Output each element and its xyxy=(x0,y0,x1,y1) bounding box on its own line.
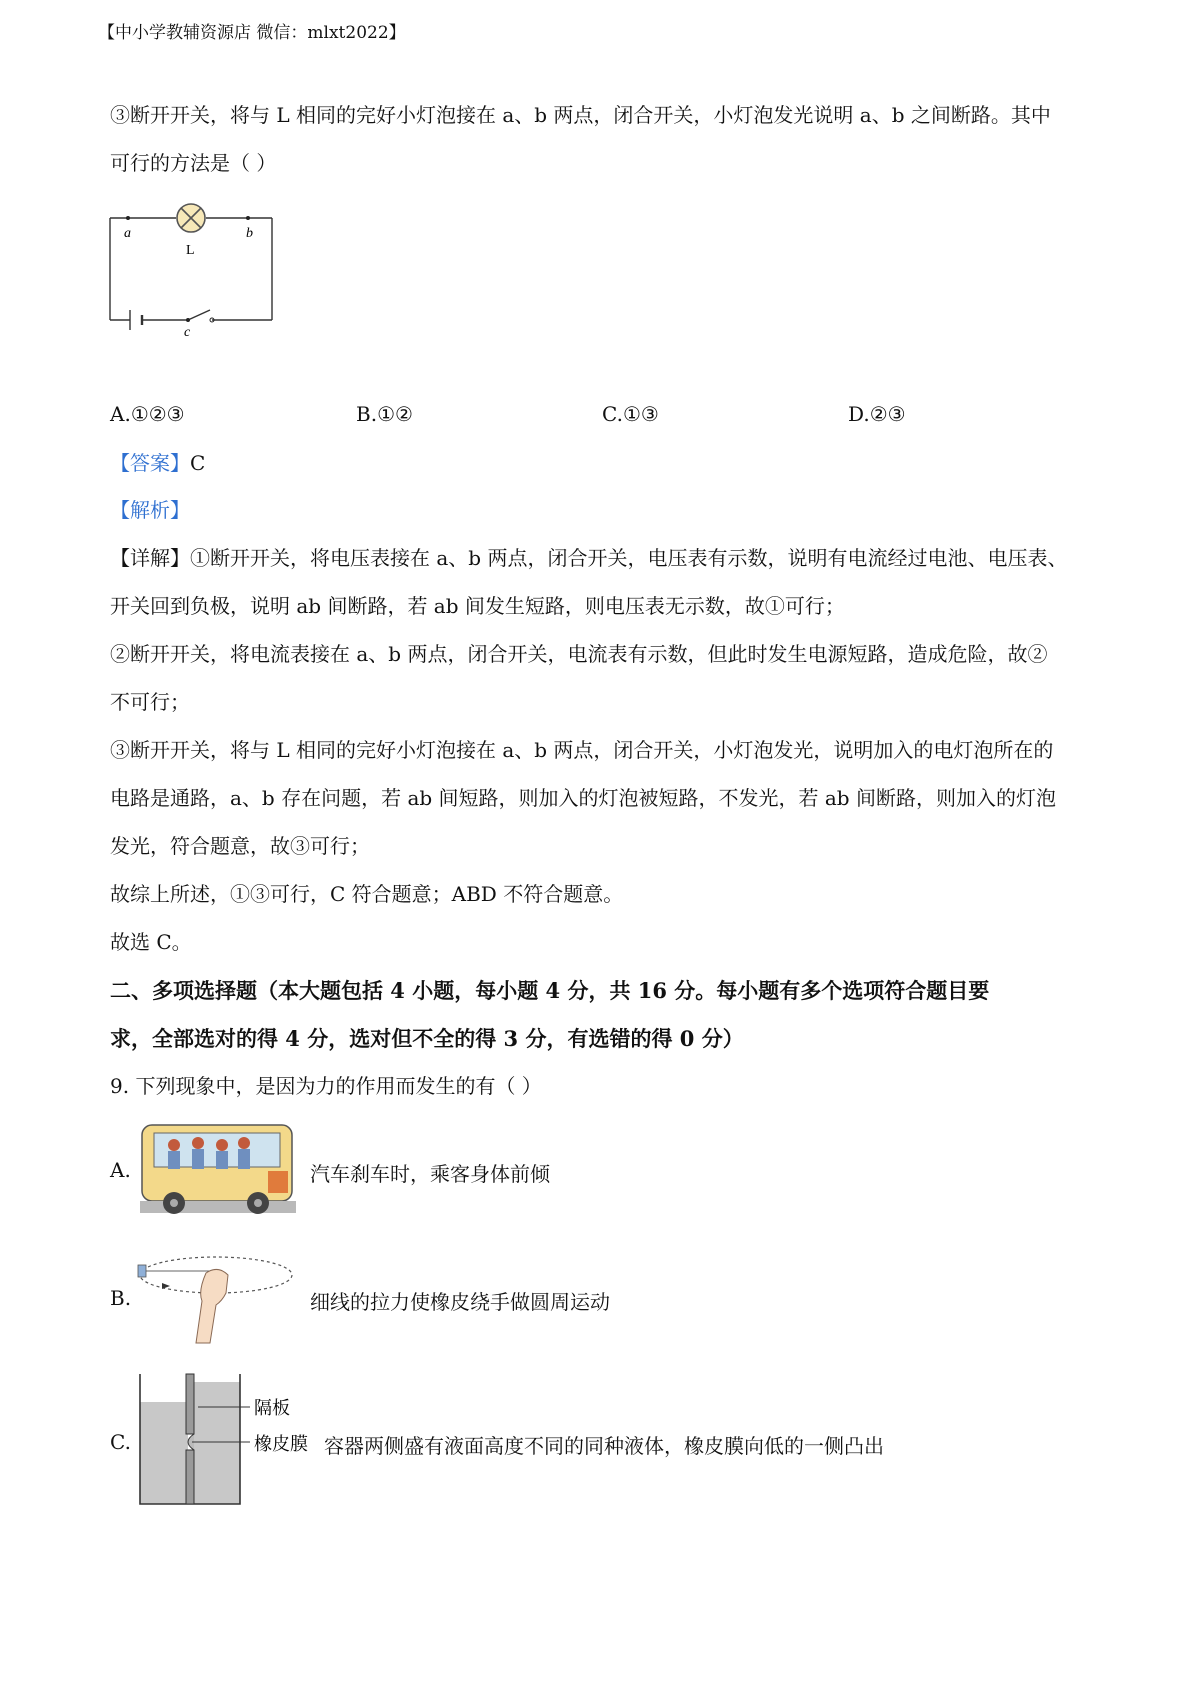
battery-symbol xyxy=(130,310,142,330)
membrane-label: 橡皮膜 xyxy=(254,1434,308,1455)
container-partition-diagram xyxy=(138,1372,318,1507)
detail-line-6: 电路是通路，a、b 存在问题，若 ab 间短路，则加入的灯泡被短路，不发光，若 ab 间断路，则加入的灯泡 xyxy=(110,786,1056,810)
answer-label: 【答案】 xyxy=(110,451,190,475)
partition-label: 隔板 xyxy=(254,1398,290,1419)
q9-choice-a-text: 汽车刹车时，乘客身体前倾 xyxy=(310,1162,550,1186)
circuit-diagram xyxy=(100,180,290,340)
q9-stem: 9. 下列现象中，是因为力的作用而发生的有（ ） xyxy=(110,1074,542,1098)
detail-line-2: 开关回到负极，说明 ab 间断路，若 ab 间发生短路，则电压表无示数，故①可行； xyxy=(110,594,845,618)
hand-eraser-circular-motion xyxy=(136,1245,296,1345)
q8-option-c xyxy=(602,402,659,426)
q8-option-b-text: ①② xyxy=(377,402,413,426)
q9-choice-b-text: 细线的拉力使橡皮绕手做圆周运动 xyxy=(310,1290,610,1314)
q9-choice-c-letter: C. xyxy=(110,1430,131,1454)
section2-heading-line-2: 求，全部选对的得 4 分，选对但不全的得 3 分，有选错的得 0 分） xyxy=(110,1026,744,1051)
circuit-label-L: L xyxy=(186,243,195,258)
q8-option-d-text: ②③ xyxy=(869,402,906,426)
q8-option-b xyxy=(356,402,413,426)
section2-heading-line-1: 二、多项选择题（本大题包括 4 小题，每小题 4 分，共 16 分。每小题有多个选项符合题目要 xyxy=(110,978,990,1003)
q8-line-2: 可行的方法是（ ） xyxy=(110,151,277,175)
answer-value: C xyxy=(190,451,206,475)
q9-choice-a-letter: A. xyxy=(110,1158,131,1182)
detail-line-5: ③断开开关，将与 L 相同的完好小灯泡接在 a、b 两点，闭合开关，小灯泡发光，说明加入的电灯泡所在的 xyxy=(110,738,1054,762)
page-header: 【中小学教辅资源店 微信：mlxt2022】 xyxy=(98,23,406,43)
detail-line-4: 不可行； xyxy=(110,690,190,714)
q8-option-d-letter: D. xyxy=(848,402,870,426)
q9-choice-c-text: 容器两侧盛有液面高度不同的同种液体，橡皮膜向低的一侧凸出 xyxy=(324,1434,884,1458)
q9-choice-b-letter: B. xyxy=(110,1286,132,1310)
q8-option-d xyxy=(848,402,906,426)
q8-option-a xyxy=(110,402,185,426)
q8-option-c-letter: C. xyxy=(602,402,623,426)
detail-line-7: 发光，符合题意，故③可行； xyxy=(110,834,370,858)
circuit-label-b: b xyxy=(246,226,253,241)
circuit-label-a: a xyxy=(124,226,131,241)
bulb-symbol xyxy=(177,204,205,232)
detail-line-3: ②断开开关，将电流表接在 a、b 两点，闭合开关，电流表有示数，但此时发生电源短路，造成危险，故② xyxy=(110,642,1048,666)
detail-line-8: 故综上所述，①③可行，C 符合题意；ABD 不符合题意。 xyxy=(110,882,624,906)
q8-line-1: ③断开开关，将与 L 相同的完好小灯泡接在 a、b 两点，闭合开关，小灯泡发光说明 a、b 之间断路。其中 xyxy=(110,103,1051,127)
q8-option-c-text: ①③ xyxy=(622,402,659,426)
detail-line-1: 【详解】①断开开关，将电压表接在 a、b 两点，闭合开关，电压表有示数，说明有电流经过电池、电压表、 xyxy=(110,546,1068,570)
q8-answer xyxy=(110,448,205,478)
detail-line-9: 故选 C。 xyxy=(110,930,192,954)
analysis-label: 【解析】 xyxy=(110,498,190,522)
bus-braking-illustration xyxy=(140,1115,296,1219)
circuit-label-c: c xyxy=(184,325,191,340)
q8-option-a-letter: A. xyxy=(110,402,131,426)
q8-option-a-text: ①②③ xyxy=(130,402,185,426)
q8-option-b-letter: B. xyxy=(356,402,378,426)
